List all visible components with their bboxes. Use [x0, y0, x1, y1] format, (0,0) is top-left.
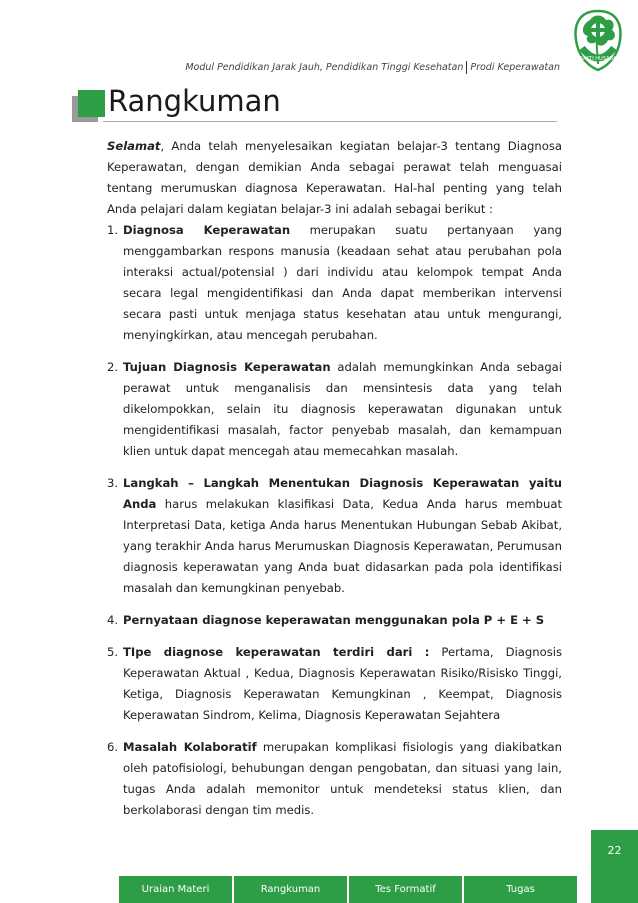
- kemenkes-logo: [568, 8, 628, 74]
- list-item: [107, 737, 562, 821]
- item-term: Tujuan Diagnosis Keperawatan: [123, 360, 331, 374]
- header-program: Prodi Keperawatan: [470, 62, 560, 73]
- list-item: [107, 473, 562, 599]
- header-module-title: Modul Pendidikan Jarak Jauh, Pendidikan Tinggi Kesehatan: [185, 62, 464, 73]
- tab-tes-formatif[interactable]: Tes Formatif: [349, 876, 462, 903]
- page-number-box: [591, 830, 638, 903]
- item-number: 3.: [107, 476, 119, 490]
- item-text: Pertama, Diagnosis Keperawatan Aktual , Kedua, Diagnosis Keperawatan Risiko/Risisko Tinggi, Ketiga, Diagnosis Keperawatan Kemungkinan , Keempat, Diagnosis Keperawatan Sindrom, Kelima, Diagnosis Keperawatan Sejahtera: [123, 645, 562, 722]
- item-term: Masalah Kolaboratif: [123, 740, 257, 754]
- heading-rule: [103, 121, 557, 122]
- item-text: merupakan suatu pertanyaan yang menggambarkan respons manusia (keadaan sehat atau perubahan pola interaksi actual/potensial ) dari individu atau kelompok tempat Anda secara legal mengidentifikasi dan Anda dapat memberikan intervensi secara pasti untuk menjaga status kesehatan atau untuk mengurangi, menyingkirkan, atau mencegah perubahan.: [123, 223, 562, 342]
- item-number: 2.: [107, 360, 119, 374]
- intro-paragraph: [107, 136, 562, 220]
- tab-rangkuman[interactable]: Rangkuman: [234, 876, 347, 903]
- summary-body: [107, 136, 562, 821]
- running-header: [0, 61, 560, 74]
- list-item: [107, 357, 562, 462]
- intro-text: , Anda telah menyelesaikan kegiatan belajar-3 tentang Diagnosa Keperawatan, dengan demikian Anda sebagai perawat telah menguasai tentang merumuskan diagnosa Keperawatan. Hal-hal penting yang telah Anda pelajari dalam kegiatan belajar-3 ini adalah sebagai berikut :: [107, 139, 562, 216]
- logo-text: BAKTI HUSADA: [579, 56, 617, 62]
- heading-green-square: [78, 90, 105, 117]
- list-item: [107, 642, 562, 726]
- list-item: [107, 610, 562, 631]
- page-number: 22: [607, 844, 622, 857]
- item-number: 4.: [107, 613, 119, 627]
- summary-list: [107, 220, 562, 821]
- page-title: Rangkuman: [108, 84, 281, 118]
- item-text: adalah memungkinkan Anda sebagai perawat untuk menganalisis dan mensintesis data yang telah dikelompokkan, selain itu diagnosis keperawatan digunakan untuk mengidentifikasi masalah, factor penyebab masalah, dan kemampuan klien untuk dapat mencegah atau memecahkan masalah.: [123, 360, 563, 458]
- intro-lead: Selamat: [107, 139, 161, 153]
- header-separator: [466, 61, 467, 74]
- item-number: 1.: [107, 223, 119, 237]
- tab-uraian-materi[interactable]: Uraian Materi: [119, 876, 232, 903]
- item-text: merupakan komplikasi fisiologis yang diakibatkan oleh patofisiologi, behubungan dengan pengobatan, dan situasi yang lain, tugas Anda adalah memonitor untuk mendeteksi status klien, dan berkolaborasi dengan tim medis.: [123, 740, 562, 817]
- item-term: Pernyataan diagnose keperawatan menggunakan pola P + E + S: [123, 613, 545, 627]
- list-item: [107, 220, 562, 346]
- item-number: 6.: [107, 740, 119, 754]
- tab-tugas[interactable]: Tugas: [464, 876, 577, 903]
- bottom-navigation: [119, 876, 579, 903]
- item-number: 5.: [107, 645, 119, 659]
- item-term: Langkah – Langkah Menentukan Diagnosis Keperawatan yaitu Anda: [123, 476, 562, 511]
- item-term: Diagnosa Keperawatan: [123, 223, 291, 237]
- item-text: harus melakukan klasifikasi Data, Kedua Anda harus membuat Interpretasi Data, ketiga Anda harus Menentukan Hubungan Sebab Akibat, yang terakhir Anda harus Merumuskan Diagnosis Keperawatan, Perumusan diagnosis keperawatan yang Anda buat didasarkan pada pola identifikasi masalah dan kemungkinan penyebab.: [123, 497, 562, 595]
- item-term: TIpe diagnose keperawatan terdiri dari :: [123, 645, 430, 659]
